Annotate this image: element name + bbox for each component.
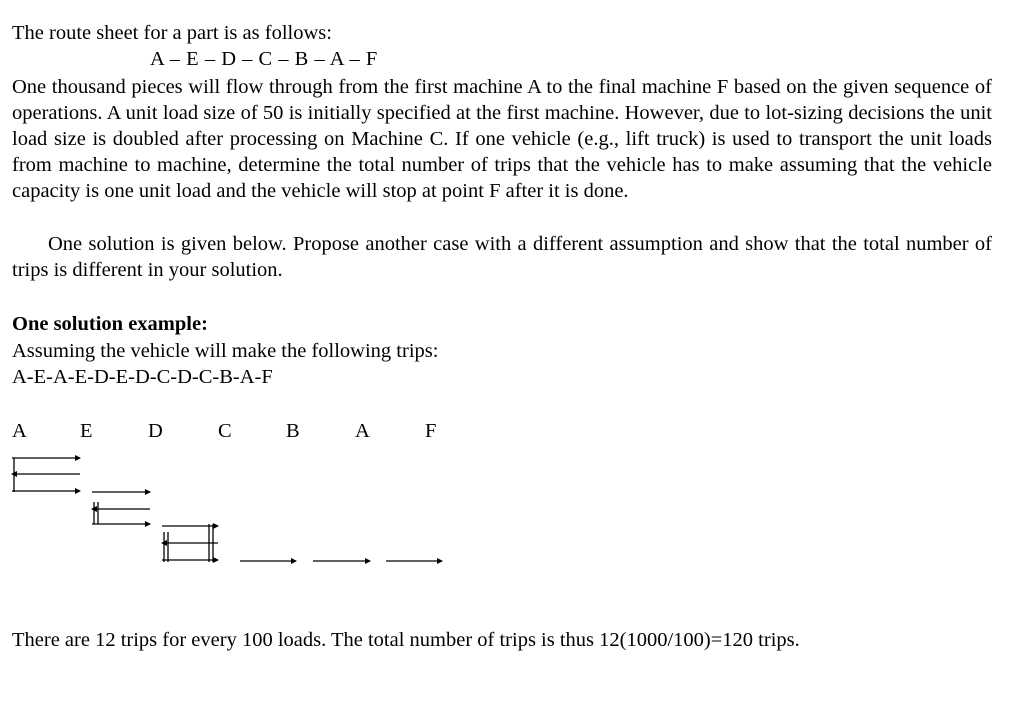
route-sequence: A – E – D – C – B – A – F	[150, 48, 378, 70]
task-paragraph: One solution is given below. Propose another case with a different assumption and show that the total number of trips is different in your solution.	[12, 233, 992, 281]
problem-paragraph: One thousand pieces will flow through from the first machine A to the final machine F based on the given sequence of operations. A unit load size of 50 is initially specified at the first machine. However, due to lot-sizing decisions the unit load size is doubled after processing on Machine C. If one vehicle (e.g., lift truck) is used to transport the unit loads from machine to machine, determine the total number of trips that the vehicle has to make assuming that the vehicle capacity is one unit load and the vehicle will stop at point F after it is done.	[12, 76, 992, 202]
machine-label-e: E	[80, 420, 93, 442]
machine-label-f: F	[425, 420, 437, 442]
trip-sequence: A-E-A-E-D-E-D-C-D-C-B-A-F	[12, 366, 273, 388]
machine-label-d: D	[148, 420, 163, 442]
machine-label-a1: A	[12, 420, 27, 442]
conclusion-text: There are 12 trips for every 100 loads. The total number of trips is thus 12(1000/100)=120 trips.	[12, 629, 800, 651]
solution-heading: One solution example:	[12, 313, 208, 335]
machine-label-a2: A	[355, 420, 370, 442]
trip-arrows-diagram	[0, 440, 470, 580]
assumption-text: Assuming the vehicle will make the following trips:	[12, 340, 439, 362]
machine-label-b: B	[286, 420, 300, 442]
intro-text: The route sheet for a part is as follows:	[12, 22, 332, 44]
machine-label-c: C	[218, 420, 232, 442]
